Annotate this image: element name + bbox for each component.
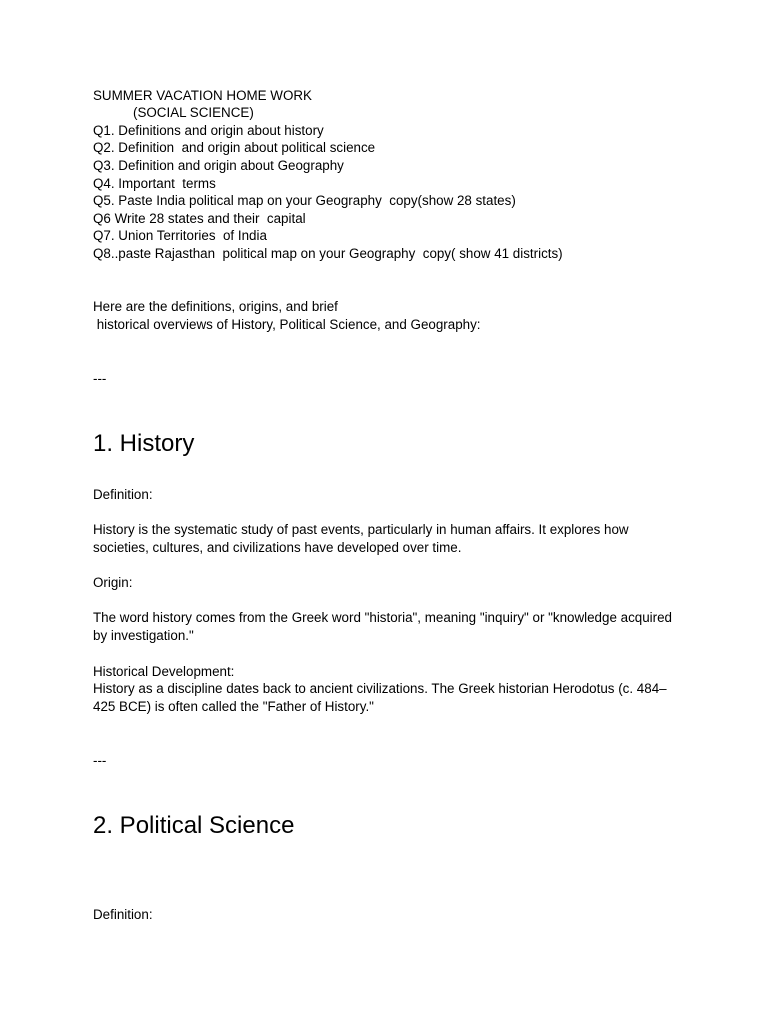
history-origin-text: The word history comes from the Greek word "historia", meaning "inquiry" or "knowledge acquired by investigation." — [93, 610, 672, 643]
section-separator: --- — [93, 371, 107, 386]
history-development-label: Historical Development: — [93, 664, 235, 679]
section-separator: --- — [93, 753, 107, 768]
question-item: Q4. Important terms — [93, 176, 216, 191]
question-item: Q1. Definitions and origin about history — [93, 123, 324, 138]
history-definition-label: Definition: — [93, 487, 153, 502]
history-definition-text: History is the systematic study of past events, particularly in human affairs. It explores how societies, cultures, and civilizations have developed over time. — [93, 522, 629, 555]
question-item: Q3. Definition and origin about Geography — [93, 158, 344, 173]
question-item: Q2. Definition and origin about political science — [93, 140, 376, 155]
homework-title: SUMMER VACATION HOME WORK — [93, 88, 312, 103]
history-heading: 1. History — [93, 430, 195, 457]
political-science-heading: 2. Political Science — [93, 812, 295, 839]
question-item: Q5. Paste India political map on your Geography copy(show 28 states) — [93, 193, 516, 208]
intro-line: historical overviews of History, Political Science, and Geography: — [93, 317, 481, 332]
history-origin-label: Origin: — [93, 575, 133, 590]
question-item: Q6 Write 28 states and their capital — [93, 211, 306, 226]
political-science-definition-label: Definition: — [93, 907, 153, 922]
question-item: Q7. Union Territories of India — [93, 228, 267, 243]
homework-subtitle: (SOCIAL SCIENCE) — [133, 105, 254, 120]
intro-line: Here are the definitions, origins, and brief — [93, 299, 338, 314]
question-item: Q8..paste Rajasthan political map on your Geography copy( show 41 districts) — [93, 246, 563, 261]
history-development-text: History as a discipline dates back to ancient civilizations. The Greek historian Herodotus (c. 484–425 BCE) is often called the "Father of History." — [93, 681, 667, 714]
